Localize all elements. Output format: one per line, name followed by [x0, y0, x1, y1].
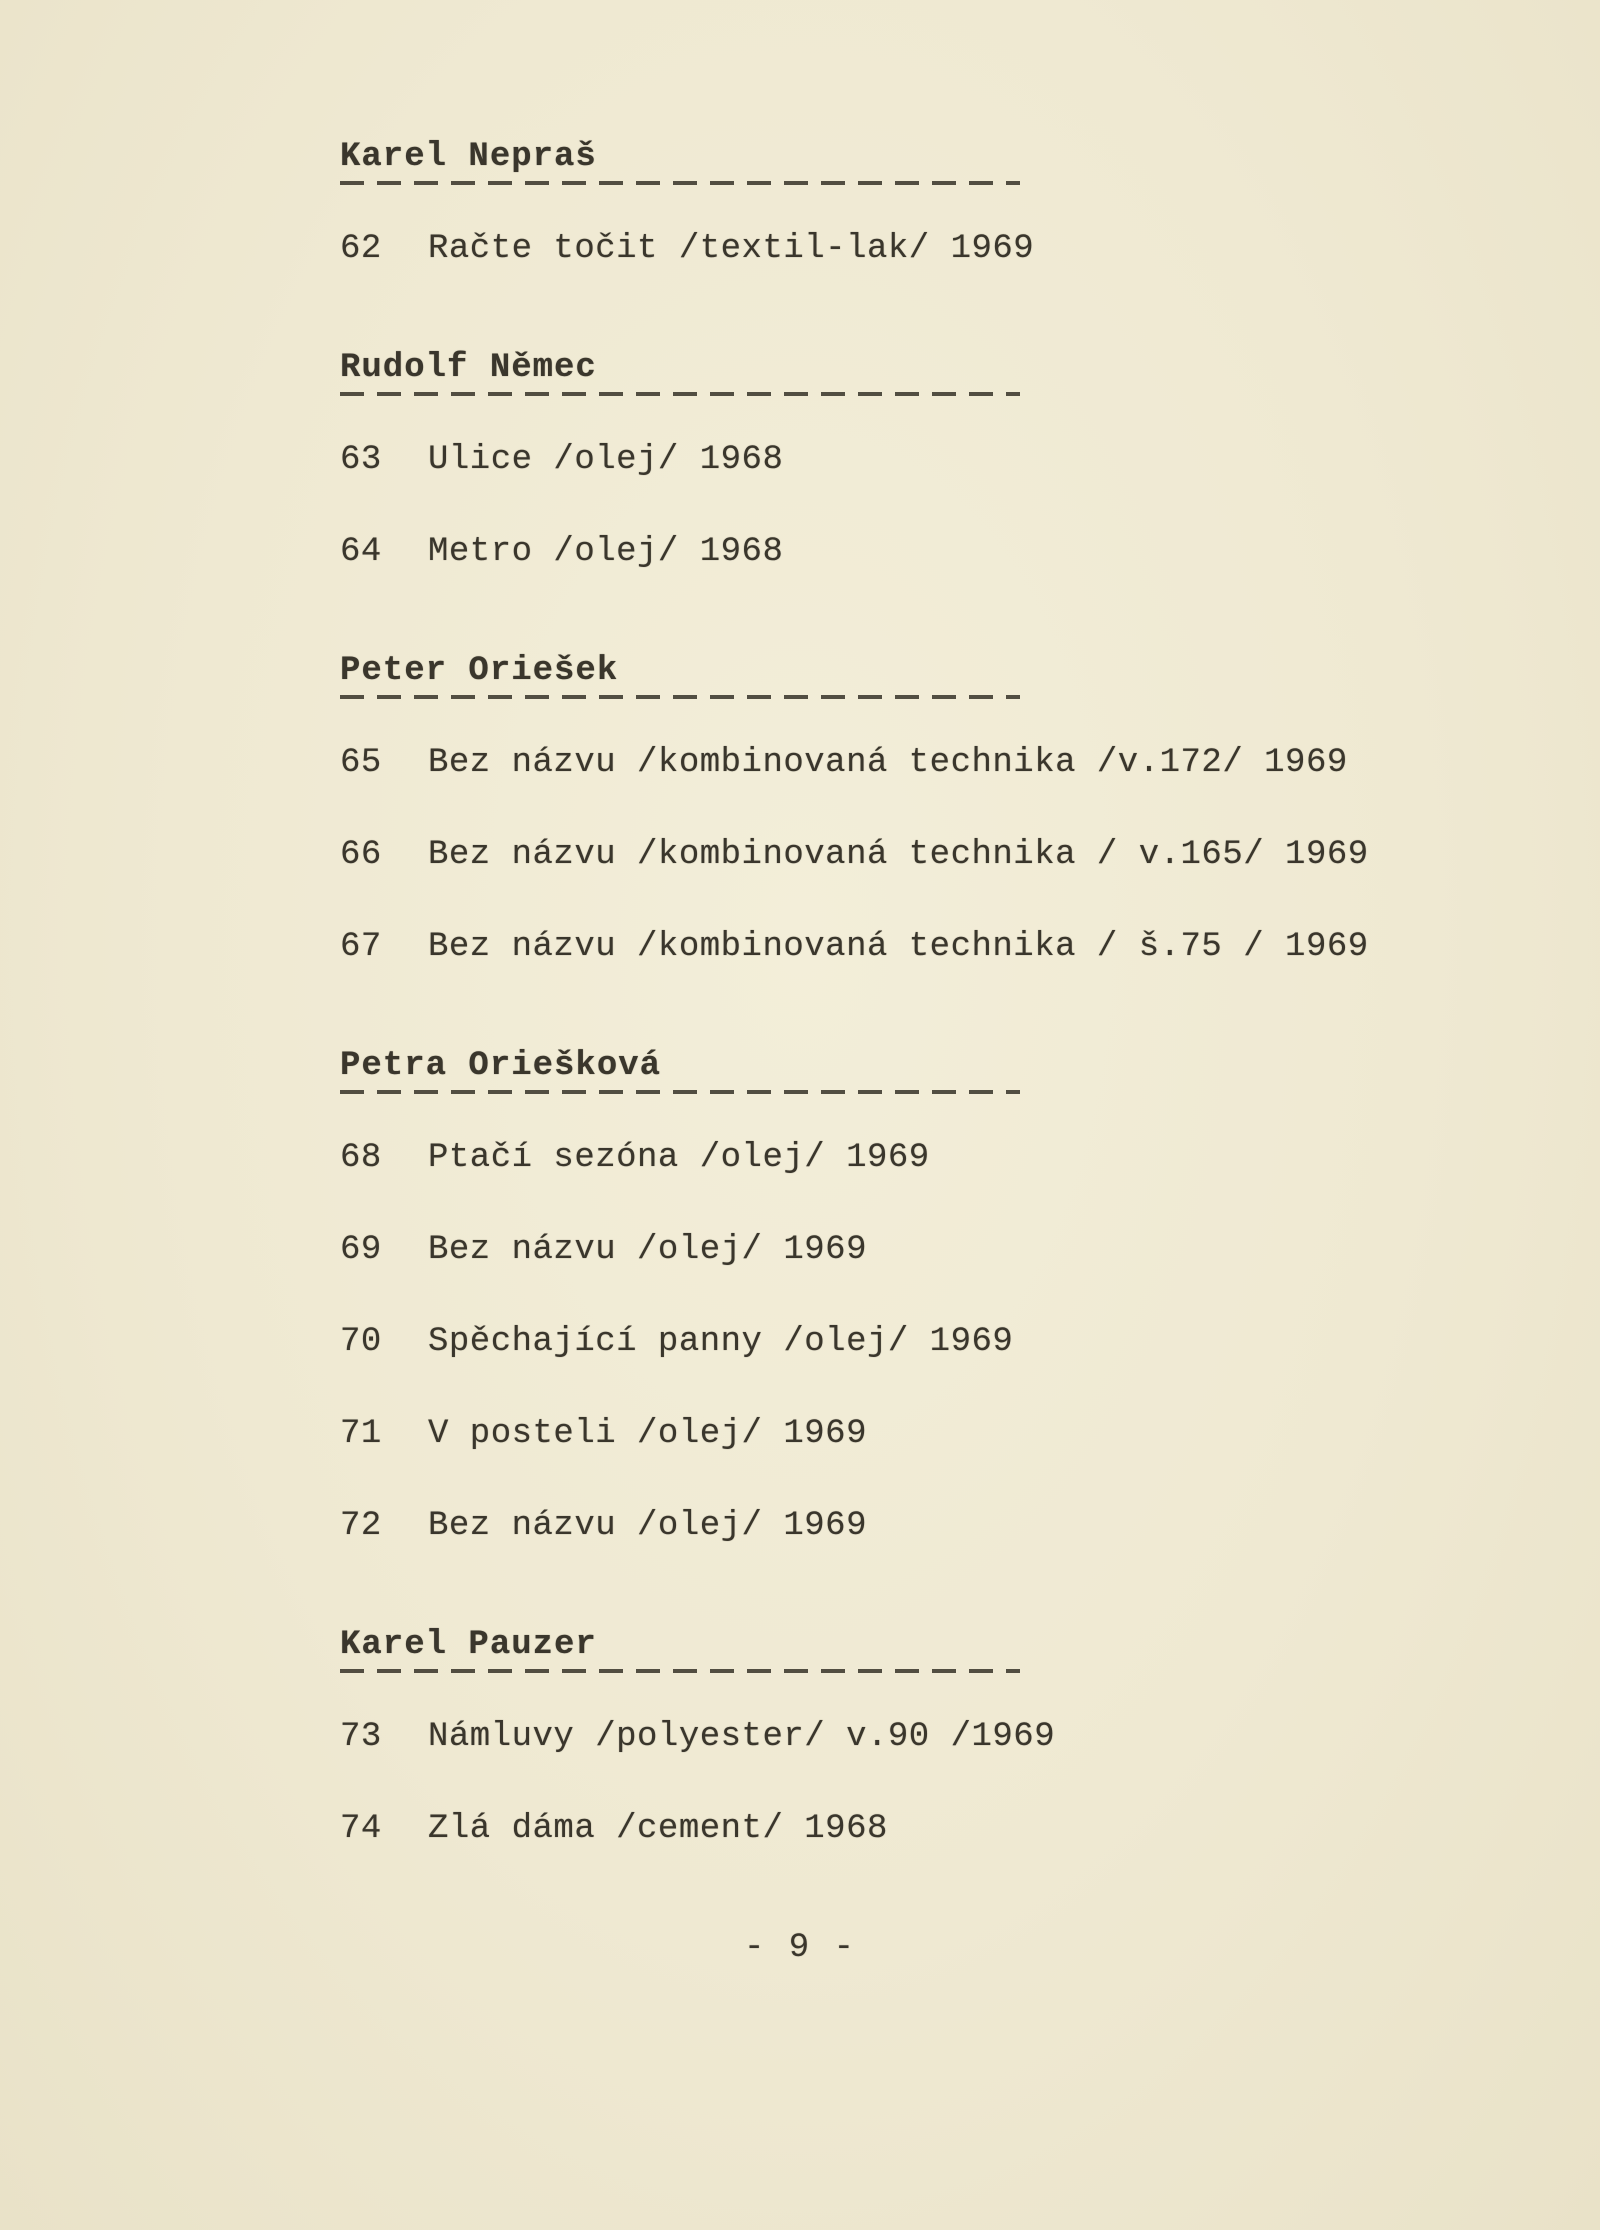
catalog-item: [340, 1136, 1600, 1180]
item-description: Metro /olej/ 1968: [428, 533, 784, 571]
artist-section-karel-nepras: [340, 135, 1600, 271]
artist-heading: [340, 649, 1020, 693]
catalog-item: [340, 833, 1600, 877]
artist-name: Rudolf Němec: [340, 349, 597, 387]
item-number: 62: [340, 230, 382, 268]
item-description: Námluvy /polyester/ v.90 /1969: [428, 1718, 1056, 1756]
item-number: 65: [340, 744, 382, 782]
catalog-item: [340, 1715, 1600, 1759]
item-number: 63: [340, 441, 382, 479]
artist-section-rudolf-nemec: [340, 346, 1600, 574]
page-number: - 9 -: [743, 1929, 857, 1967]
item-description: Ptačí sezóna /olej/ 1969: [428, 1139, 930, 1177]
catalog-item: [340, 741, 1600, 785]
item-description: Ulice /olej/ 1968: [428, 441, 784, 479]
item-number: 73: [340, 1718, 382, 1756]
item-description: Bez názvu /olej/ 1969: [428, 1231, 867, 1269]
item-number: 71: [340, 1415, 382, 1453]
item-description: Račte točit /textil-lak/ 1969: [428, 230, 1035, 268]
item-description: Bez názvu /kombinovaná technika / š.75 / 1969: [428, 928, 1369, 966]
artist-name: Petra Oriešková: [340, 1047, 662, 1085]
catalog-item: [340, 1228, 1600, 1272]
artist-heading: [340, 1044, 1020, 1088]
item-description: Spěchající panny /olej/ 1969: [428, 1323, 1014, 1361]
catalog-item: [340, 227, 1600, 271]
item-number: 66: [340, 836, 382, 874]
artist-section-peter-oriesek: [340, 649, 1600, 969]
dashed-underline: [340, 1669, 1020, 1673]
item-number: 64: [340, 533, 382, 571]
artist-section-petra-orieskova: [340, 1044, 1600, 1548]
dashed-underline: [340, 1090, 1020, 1094]
artist-heading: [340, 135, 1020, 179]
item-description: Bez názvu /olej/ 1969: [428, 1507, 867, 1545]
item-number: 74: [340, 1810, 382, 1848]
dashed-underline: [340, 181, 1020, 185]
dashed-underline: [340, 392, 1020, 396]
item-description: Bez názvu /kombinovaná technika / v.165/ 1969: [428, 836, 1369, 874]
item-description: V posteli /olej/ 1969: [428, 1415, 867, 1453]
item-description: Zlá dáma /cement/ 1968: [428, 1810, 888, 1848]
artist-name: Peter Oriešek: [340, 652, 619, 690]
catalog-item: [340, 1320, 1600, 1364]
artist-name: Karel Nepraš: [340, 138, 597, 176]
artist-name: Karel Pauzer: [340, 1626, 597, 1664]
catalog-item: [340, 925, 1600, 969]
artist-heading: [340, 1623, 1020, 1667]
item-description: Bez názvu /kombinovaná technika /v.172/ 1969: [428, 744, 1348, 782]
catalog-item: [340, 1504, 1600, 1548]
artist-section-karel-pauzer: [340, 1623, 1600, 1851]
item-number: 67: [340, 928, 382, 966]
dashed-underline: [340, 695, 1020, 699]
item-number: 70: [340, 1323, 382, 1361]
item-number: 72: [340, 1507, 382, 1545]
item-number: 69: [340, 1231, 382, 1269]
catalog-item: [340, 530, 1600, 574]
catalog-item: [340, 438, 1600, 482]
catalog-item: [340, 1412, 1600, 1456]
catalog-item: [340, 1807, 1600, 1851]
artist-heading: [340, 346, 1020, 390]
item-number: 68: [340, 1139, 382, 1177]
